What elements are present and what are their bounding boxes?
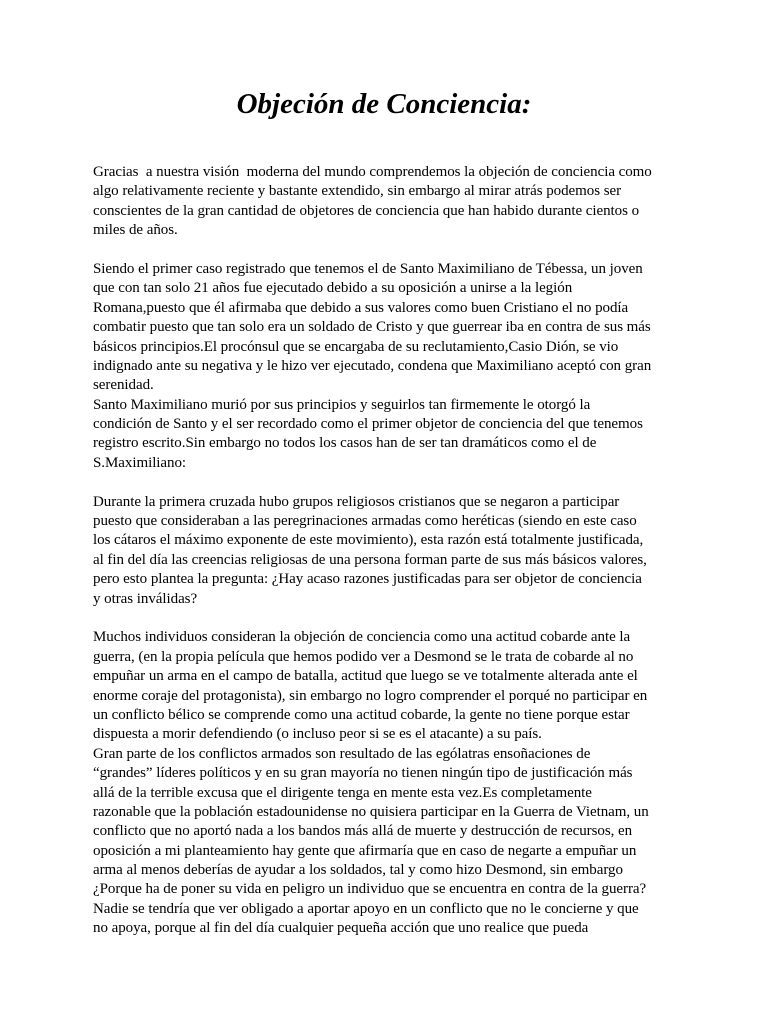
text-line: miles de años. <box>93 222 178 239</box>
text-line: Gran parte de los conflictos armados son resultado de las ególatras ensoñaciones de <box>93 745 591 762</box>
text-line: oposición a mi planteamiento hay gente que afirmaría que en caso de negarte a empuñar un <box>93 842 637 859</box>
text-line: conflicto que no aportó nada a los bandos más allá de muerte y destrucción de recursos, en <box>93 823 633 840</box>
text-line: razonable que la población estadounidense no quisiera participar en la Guerra de Vietnam, un <box>93 803 649 820</box>
text-line: condición de Santo y el ser recordado como el primer objetor de conciencia del que tenemos <box>93 416 643 433</box>
text-line: registro escrito.Sin embargo no todos los casos han de ser tan dramáticos como el de <box>93 435 597 452</box>
text-line: al fin del día las creencias religiosas de una persona forman parte de sus más básicos valores, <box>93 551 647 568</box>
paragraph-gap <box>93 473 683 492</box>
paragraph-gap <box>93 609 683 628</box>
text-line: enorme coraje del protagonista), sin embargo no logro comprender el porqué no participar en <box>93 687 648 704</box>
text-line: arma al menos deberías de ayudar a los soldados, tal y como hizo Desmond, sin embargo <box>93 862 623 879</box>
text-line: combatir puesto que tan solo era un soldado de Cristo y que guerrear iba en contra de sus más <box>93 319 651 336</box>
text-line: no apoya, porque al fin del día cualquier pequeña acción que uno realice que pueda <box>93 920 589 937</box>
text-line: algo relativamente reciente y bastante extendido, sin embargo al mirar atrás podemos ser <box>93 183 622 200</box>
text-line: y otras inválidas? <box>93 590 198 607</box>
page-title: Objeción de Conciencia: <box>236 88 532 120</box>
text-line: Nadie se tendría que ver obligado a aportar apoyo en un conflicto que no le concierne y que <box>93 900 639 917</box>
text-line: los cátaros el máximo exponente de este movimiento), esta razón está totalmente justificada, <box>93 532 644 549</box>
text-line: Siendo el primer caso registrado que tenemos el de Santo Maximiliano de Tébessa, un joven <box>93 260 643 277</box>
text-line: allá de la terrible excusa que el dirigente tenga en mente esta vez.Es completamente <box>93 784 592 801</box>
text-line: “grandes” líderes políticos y en su gran mayoría no tienen ningún tipo de justificación más <box>93 765 633 782</box>
text-line: Romana,puesto que él afirmaba que debido a sus valores como buen Cristiano el no podía <box>93 299 629 316</box>
text-line: ¿Porque ha de poner su vida en peligro un individuo que se encuentra en contra de la guerra? <box>93 881 647 898</box>
text-line: dispuesta a morir defendiendo (o incluso peor si se es el atacante) a su país. <box>93 726 542 743</box>
text-line: básicos principios.El procónsul que se encargaba de su reclutamiento,Casio Dión, se vio <box>93 338 619 355</box>
text-line: conscientes de la gran cantidad de objetores de conciencia que han habido durante cientos o <box>93 202 640 219</box>
paragraph-gap <box>93 241 683 260</box>
paragraph <box>93 628 683 938</box>
text-line: pero esto plantea la pregunta: ¿Hay acaso razones justificadas para ser objetor de conciencia <box>93 571 642 588</box>
text-line: guerra, (en la propia película que hemos podido ver a Desmond se le trata de cobarde al no <box>93 648 634 665</box>
text-line: Muchos individuos consideran la objeción de conciencia como una actitud cobarde ante la <box>93 629 631 646</box>
document-body <box>93 163 683 939</box>
paragraph <box>93 493 683 609</box>
text-line: serenidad. <box>93 377 154 394</box>
text-line: Santo Maximiliano murió por sus principios y seguirlos tan firmemente le otorgó la <box>93 396 591 413</box>
text-line: Gracias a nuestra visión moderna del mundo comprendemos la objeción de conciencia como <box>93 164 652 180</box>
text-line: puesto que consideraban a las peregrinaciones armadas como heréticas (siendo en este caso <box>93 513 637 530</box>
text-line: un conflicto bélico se comprende como una actitud cobarde, la gente no tiene porque estar <box>93 706 630 723</box>
text-line: indignado ante su negativa y le hizo ver ejecutado, condena que Maximiliano aceptó con gran <box>93 357 652 374</box>
paragraph <box>93 163 683 241</box>
text-line: Durante la primera cruzada hubo grupos religiosos cristianos que se negaron a participar <box>93 493 620 510</box>
text-line: empuñar un arma en el campo de batalla, actitud que luego se ve totalmente alterada ante el <box>93 668 638 685</box>
paragraph <box>93 260 683 473</box>
text-line: que con tan solo 21 años fue ejecutado debido a su oposición a unirse a la legión <box>93 280 573 297</box>
text-line: S.Maximiliano: <box>93 454 187 471</box>
